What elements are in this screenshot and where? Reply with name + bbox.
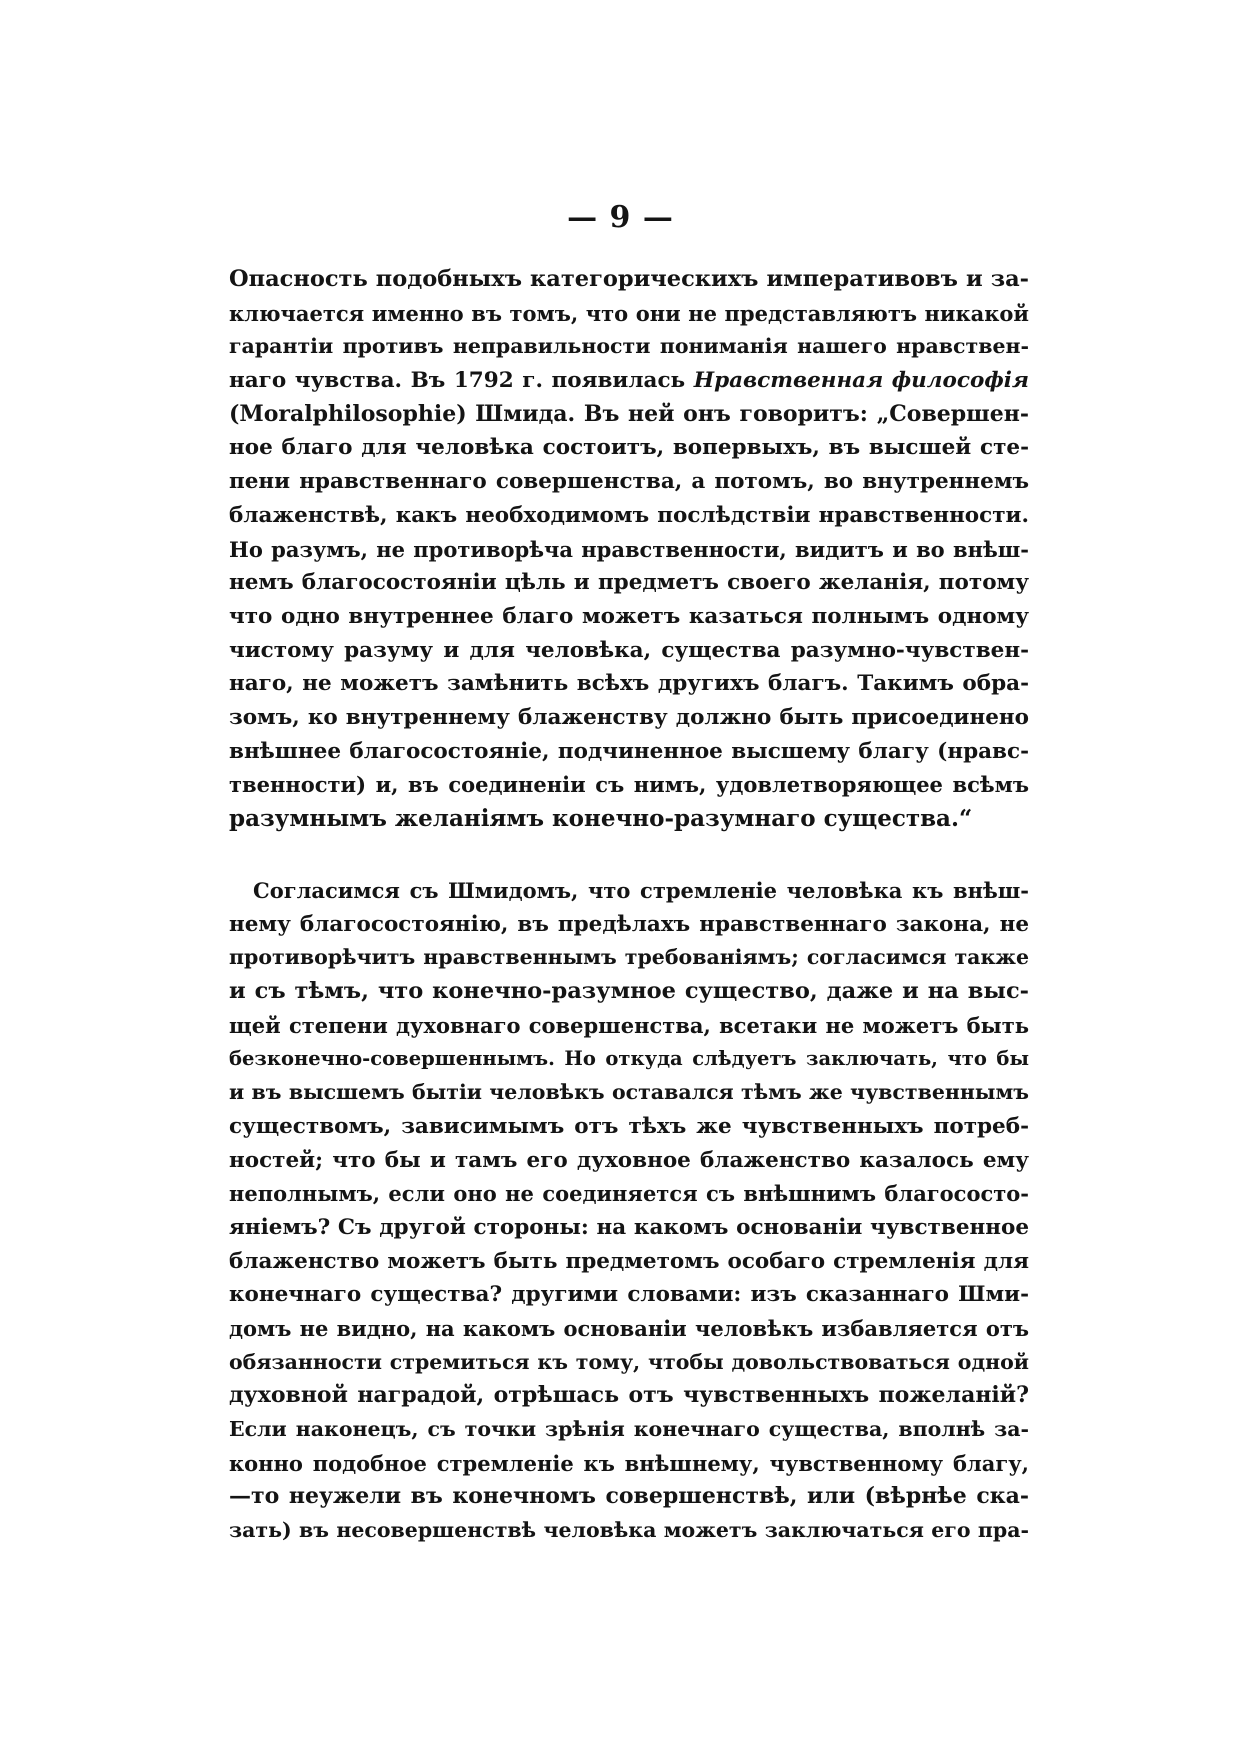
paragraph-1: [229, 263, 1029, 836]
text-line: ностей; что бы и тамъ его духовное блаженство казалось ему: [229, 1147, 1029, 1173]
text-line: существомъ, зависимымъ отъ тѣхъ же чувственныхъ потреб-: [229, 1113, 1029, 1139]
text-line: чистому разуму и для человѣка, существа разумно-чувствен-: [229, 637, 1029, 663]
text-line: ключается именно въ томъ, что они не представляютъ никакой: [229, 300, 1029, 326]
page-number: — 9 —: [567, 200, 674, 235]
text-line: зать) въ несовершенствѣ человѣка можетъ заключаться его пра-: [229, 1518, 1029, 1543]
text-line: разумнымъ желаніямъ конечно-разумнаго существа.“: [229, 805, 973, 832]
text-line: Если наконецъ, съ точки зрѣнія конечнаго существа, вполнѣ за-: [229, 1417, 1029, 1441]
text-line: неполнымъ, если оно не соединяется съ внѣшнимъ благососто-: [229, 1181, 1029, 1207]
text-line: зомъ, ко внутреннему блаженству должно быть присоединено: [229, 704, 1029, 730]
text-line: пени нравственнаго совершенства, а потомъ, во внутреннемъ: [229, 469, 1029, 495]
text-line: —то неужели въ конечномъ совершенствѣ, или (вѣрнѣе ска-: [229, 1483, 1029, 1510]
text-line: (Moralphilosophie) Шмида. Въ ней онъ говоритъ: „Совершен-: [229, 400, 1029, 427]
text-line: внѣшнее благосостояніе, подчиненное высшему благу (нравс-: [229, 738, 1029, 764]
text-line: наго, не можетъ замѣнить всѣхъ другихъ благъ. Такимъ обра-: [229, 671, 1029, 697]
text-line: духовной наградой, отрѣшась отъ чувственныхъ пожеланій?: [229, 1382, 1029, 1409]
text-line: блаженство можетъ быть предметомъ особаго стремленія для: [229, 1248, 1029, 1274]
text-line: ное благо для человѣка состоитъ, вопервыхъ, въ высшей сте-: [229, 435, 1029, 461]
text-line: Согласимся съ Шмидомъ, что стремленіе человѣка къ внѣш-: [253, 878, 1029, 903]
paragraph-2: [229, 874, 1029, 1548]
book-title-italic: Нравственная философія: [693, 368, 1029, 394]
text-line: нему благосостоянію, въ предѣлахъ нравственнаго закона, не: [229, 911, 1029, 937]
text-segment: наго чувства. Въ 1792 г. появилась: [229, 368, 686, 394]
text-line: немъ благосостояніи цѣль и предметъ своего желанія, потому: [229, 570, 1029, 596]
text-line: и съ тѣмъ, что конечно-разумное существо, даже и на выс-: [229, 978, 1029, 1005]
text-line: щей степени духовнаго совершенства, всетаки не можетъ быть: [229, 1012, 1029, 1038]
text-line: Опасность подобныхъ категорическихъ императивовъ и за-: [229, 266, 1029, 292]
text-line: гарантіи противъ неправильности пониманія нашего нравствен-: [229, 334, 1029, 359]
text-line: безконечно-совершеннымъ. Но откуда слѣдуетъ заключать, что бы: [229, 1047, 1029, 1071]
text-line: домъ не видно, на какомъ основаніи человѣкъ избавляется отъ: [229, 1315, 1029, 1341]
text-line: противорѣчитъ нравственнымъ требованіямъ; согласимся также: [229, 945, 1029, 970]
text-line: обязанности стремиться къ тому, чтобы довольствоваться одной: [229, 1349, 1029, 1374]
text-line: блаженствѣ, какъ необходимомъ послѣдствіи нравственности.: [229, 502, 1029, 528]
text-line: что одно внутреннее благо можетъ казаться полнымъ одному: [229, 603, 1029, 629]
text-line: Но разумъ, не противорѣча нравственности, видитъ и во внѣш-: [229, 536, 1029, 562]
text-line: конечнаго существа? другими словами: изъ сказаннаго Шми-: [229, 1282, 1029, 1308]
text-line: твенности) и, въ соединеніи съ нимъ, удовлетворяющее всѣмъ: [229, 772, 1029, 798]
text-line: яніемъ? Съ другой стороны: на какомъ основаніи чувственное: [229, 1214, 1029, 1240]
text-line: и въ высшемъ бытіи человѣкъ оставался тѣмъ же чувственнымъ: [229, 1080, 1029, 1105]
text-line: конно подобное стремленіе къ внѣшнему, чувственному благу,: [229, 1450, 1029, 1476]
text-line-with-italic: [229, 364, 1029, 398]
